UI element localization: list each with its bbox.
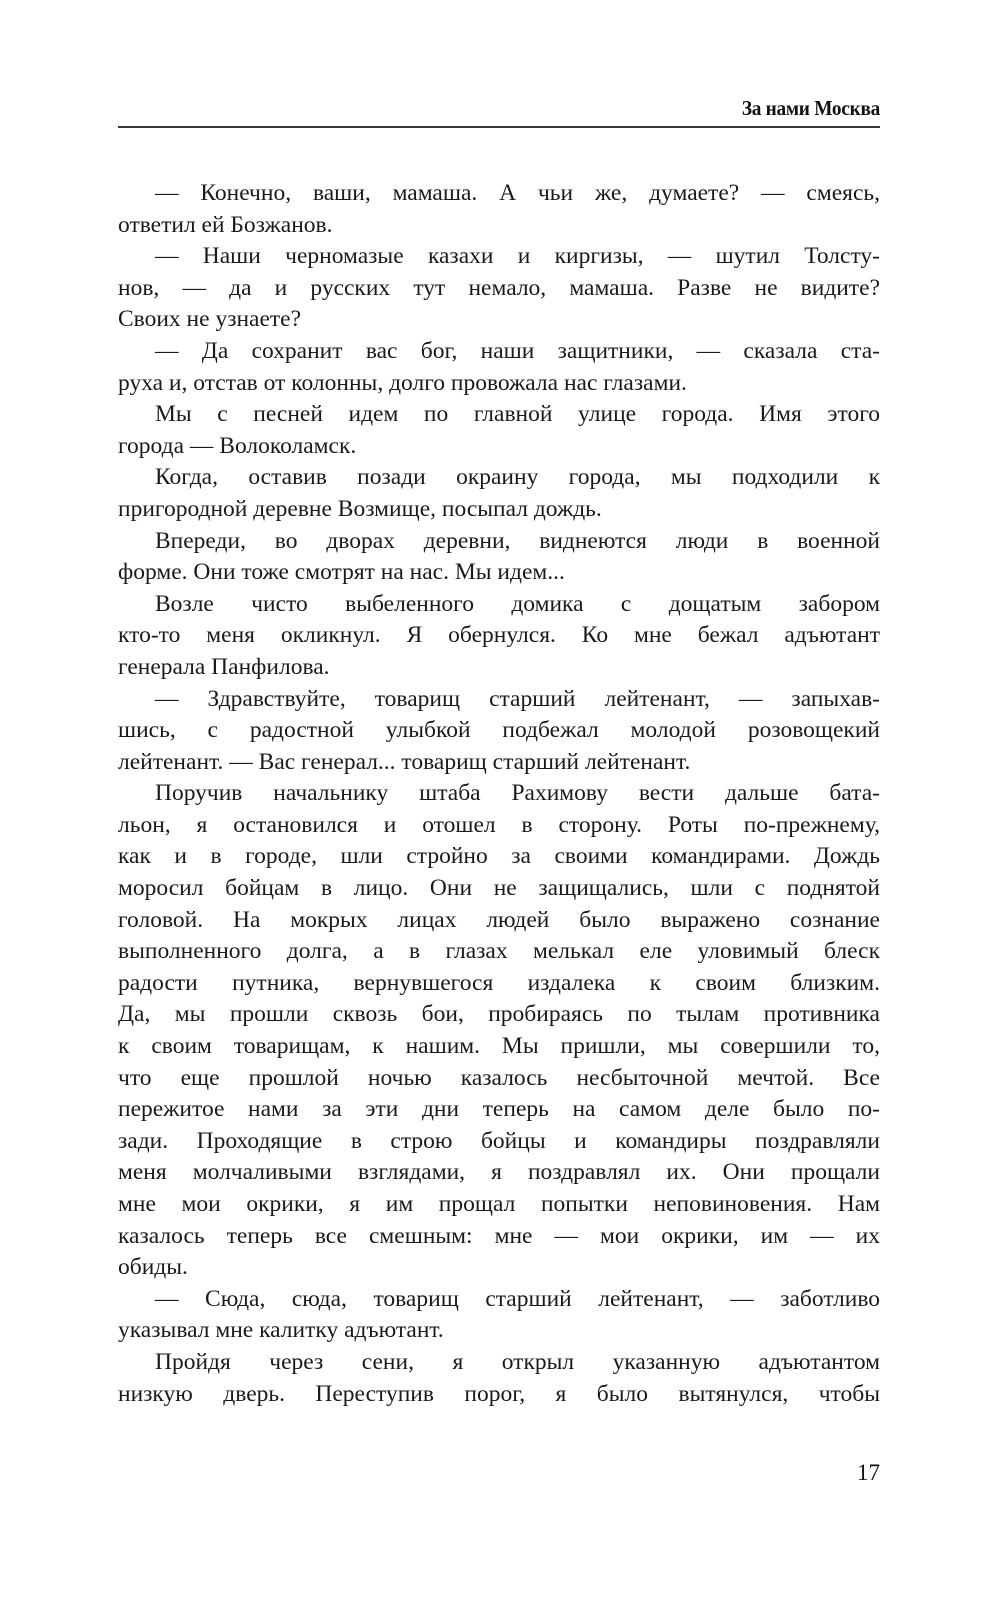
text-line: радости путника, вернувшегося издалека к своим близким. [118,969,880,996]
text-line: выполненного долга, а в глазах мелькал еле уловимый блеск [118,938,880,965]
text-line: что еще прошлой ночью казалось несбыточной мечтой. Все [118,1064,880,1091]
text-line: меня молчаливыми взглядами, я поздравлял их. Они прощали [118,1159,880,1186]
text-line: шись, с радостной улыбкой подбежал молодой розовощекий [118,717,880,744]
text-line: форме. Они тоже смотрят на нас. Мы идем... [118,559,565,586]
text-line: обиды. [118,1254,188,1281]
text-line: как и в городе, шли стройно за своими командирами. Дождь [118,843,880,870]
body-text [118,178,880,1410]
text-line: руха и, отстав от колонны, долго провожала нас глазами. [118,369,687,396]
text-line: пригородной деревне Возмище, посыпал дождь. [118,495,602,522]
text-line: моросил бойцам в лицо. Они не защищались, шли с поднятой [118,875,880,902]
text-line: — Наши черномазые казахи и киргизы, — шутил Толсту- [155,243,880,270]
text-line: ответил ей Бозжанов. [118,211,333,238]
header-rule [118,126,880,128]
running-head-title: За нами Москва [741,96,880,120]
text-line: казалось теперь все смешным: мне — мои окрики, им — их [118,1222,880,1249]
text-line: Поручив начальнику штаба Рахимову вести дальше бата- [155,780,880,807]
text-line: — Да сохранит вас бог, наши защитники, — сказала ста- [155,337,880,364]
text-line: указывал мне калитку адъютант. [118,1317,444,1344]
text-line: мне мои окрики, я им прощал попытки неповиновения. Нам [118,1191,880,1217]
text-line: головой. На мокрых лицах людей было выражено сознание [118,906,880,933]
text-line: льон, я остановился и отошел в сторону. Роты по-прежнему, [118,811,880,838]
text-line: к своим товарищам, к нашим. Мы пришли, мы совершили то, [118,1033,880,1060]
text-line: Когда, оставив позади окраину города, мы подходили к [155,464,880,491]
page-number: 17 [857,1460,880,1485]
text-line: низкую дверь. Переступив порог, я было вытянулся, чтобы [118,1380,880,1407]
text-line: кто-то меня окликнул. Я обернулся. Ко мне бежал адъютант [118,622,880,649]
text-line: — Здравствуйте, товарищ старший лейтенант, — запыхав- [155,685,880,712]
text-line: — Сюда, сюда, товарищ старший лейтенант, — заботливо [155,1285,880,1312]
text-line: Впереди, во дворах деревни, виднеются люди в военной [155,527,880,554]
text-line: зади. Проходящие в строю бойцы и командиры поздравляли [118,1127,880,1154]
text-line: нов, — да и русских тут немало, мамаша. Разве не видите? [118,274,880,301]
text-line: — Конечно, ваши, мамаша. А чьи же, думаете? — смеясь, [155,180,880,206]
text-line: Своих не узнаете? [118,306,302,333]
text-line: Пройдя через сени, я открыл указанную адъютантом [155,1348,880,1375]
text-line: города — Волоколамск. [118,432,357,459]
text-line: лейтенант. — Вас генерал... товарищ старший лейтенант. [118,748,691,775]
text-line: Мы с песней идем по главной улице города. Имя этого [155,401,880,428]
text-line: Возле чисто выбеленного домика с дощатым забором [155,590,880,617]
text-line: генерала Панфилова. [118,653,330,680]
text-line: пережитое нами за эти дни теперь на самом деле было по- [118,1096,880,1123]
text-line: Да, мы прошли сквозь бои, пробираясь по тылам противника [118,1001,880,1028]
